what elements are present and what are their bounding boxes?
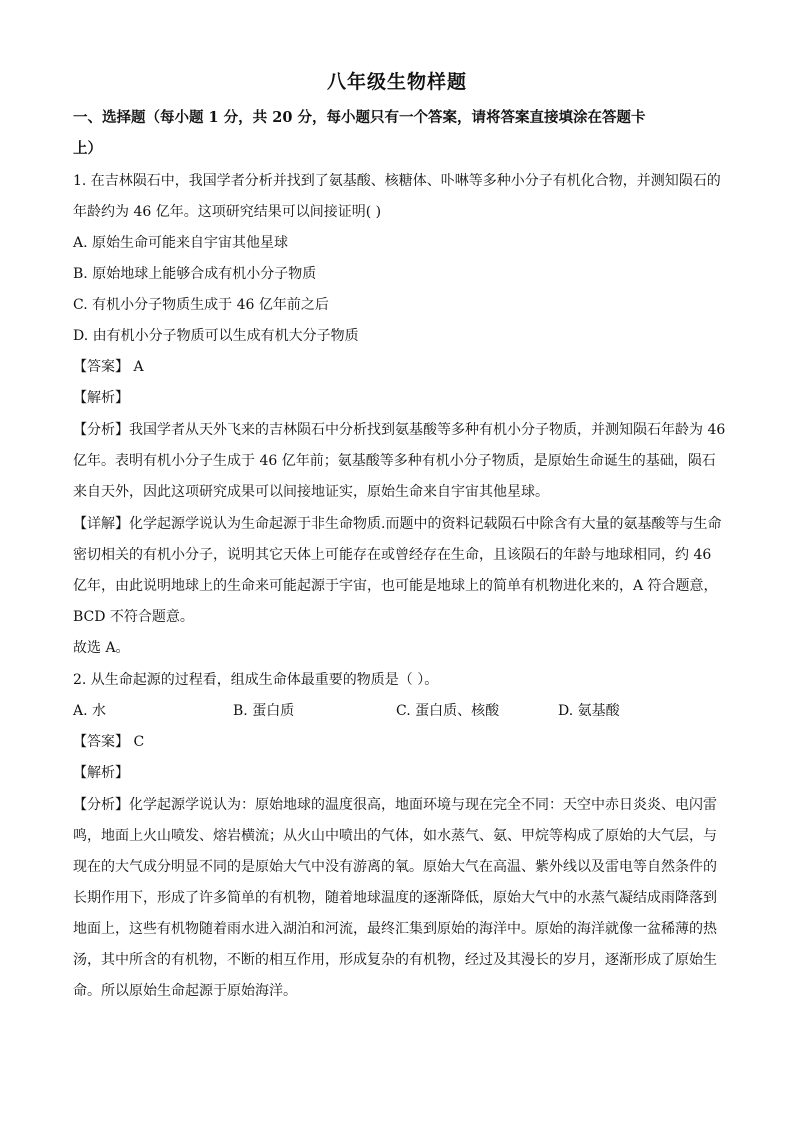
q2-fenxi-line: 汤，其中所含的有机物，不断的相互作用，形成复杂的有机物，经过及其漫长的岁月，逐渐形成了原始生 — [73, 952, 717, 968]
q2-option-a: A. 水 — [73, 703, 107, 719]
q2-fenxi-line — [73, 794, 723, 816]
q1-option-c: C. 有机小分子物质生成于 46 亿年前之后 — [73, 297, 329, 313]
answer-value: A — [129, 359, 144, 375]
page-title: 八年级生物样题 — [326, 71, 467, 93]
section-heading: 一、选择题（每小题 1 分，共 20 分，每小题只有一个答案，请将答案直接填涂在答题卡 — [73, 109, 646, 126]
q2-option-b: B. 蛋白质 — [233, 703, 295, 719]
q1-answer — [73, 356, 723, 378]
q1-jiexi — [73, 387, 723, 409]
q2-jiexi — [73, 762, 723, 784]
answer-tag: 【 答案 】 — [73, 359, 129, 375]
xiangjie-tag: 【 详解 】 — [73, 516, 129, 532]
q1-xiangjie-line: BCD 不符合题意。 — [73, 609, 194, 625]
xiangjie-text: 化学起源学说认为生命起源于非生命物质.而题中的资料记载陨石中除含有大量的氨基酸等与生命 — [129, 516, 722, 532]
fenxi-text: 化学起源学说认为：原始地球的温度很高，地面环境与现在完全不同：天空中赤日炎炎、电闪雷 — [129, 797, 717, 813]
q2-answer — [73, 731, 723, 753]
q2-fenxi-line: 现在的大气成分明显不同的是原始大气中没有游离的氧。原始大气在高温、紫外线以及雷电等自然条件的 — [73, 859, 717, 875]
q1-option-d: D. 由有机小分子物质可以生成有机大分子物质 — [73, 328, 359, 344]
answer-tag: 【 答案 】 — [73, 734, 129, 750]
fenxi-tag: 【 分析 】 — [73, 797, 129, 813]
q1-stem-cont: 年龄约为 46 亿年。这项研究结果可以间接证明( ) — [73, 204, 382, 220]
q2-fenxi-line: 地面上，这些有机物随着雨水进入湖泊和河流，最终汇集到原始的海洋中。原始的海洋就像一盆稀薄的热 — [73, 921, 717, 937]
jiexi-tag: 【 解析 】 — [73, 390, 129, 406]
q1-fenxi-line: 来自天外，因此这项研究成果可以间接地证实，原始生命来自宇宙其他星球。 — [73, 484, 549, 500]
answer-value: C — [129, 734, 145, 750]
section-heading-cont: 上） — [73, 140, 102, 157]
q2-fenxi-line: 长期作用下，形成了许多简单的有机物，随着地球温度的逐渐降低，原始大气中的水蒸气凝结成雨降落到 — [73, 890, 717, 906]
q1-stem: 1. 在吉林陨石中，我国学者分析并找到了氨基酸、核糖体、卟啉等多种小分子有机化合物，并测知陨石的 — [73, 173, 721, 189]
q1-xiangjie-line — [73, 513, 723, 535]
q2-fenxi-line: 鸣，地面上火山喷发、熔岩横流；从火山中喷出的气体，如水蒸气、氨、甲烷等构成了原始的大气层，与 — [73, 828, 717, 844]
q2-option-c: C. 蛋白质、核酸 — [396, 703, 500, 719]
fenxi-text: 我国学者从天外飞来的吉林陨石中分析找到氨基酸等多种有机小分子物质，并测知陨石年龄为 46 — [129, 422, 726, 438]
q1-option-b: B. 原始地球上能够合成有机小分子物质 — [73, 266, 317, 282]
q1-conclusion: 故选 A。 — [73, 640, 130, 656]
q1-fenxi-line — [73, 419, 726, 441]
q2-stem: 2. 从生命起源的过程看，组成生命体最重要的物质是（ ）。 — [73, 672, 439, 688]
fenxi-tag: 【 分析 】 — [73, 422, 129, 438]
q1-xiangjie-line: 亿年，由此说明地球上的生命来可能起源于宇宙，也可能是地球上的简单有机物进化来的，A 符合题意， — [73, 578, 718, 594]
q1-option-a: A. 原始生命可能来自宇宙其他星球 — [73, 235, 289, 251]
q1-fenxi-line: 亿年。表明有机小分子生成于 46 亿年前；氨基酸等多种有机小分子物质，是原始生命诞生的基础，陨石 — [73, 453, 716, 469]
jiexi-tag: 【 解析 】 — [73, 765, 129, 781]
q2-fenxi-line: 命。所以原始生命起源于原始海洋。 — [73, 983, 297, 999]
q2-option-d: D. 氨基酸 — [558, 703, 620, 719]
q1-xiangjie-line: 密切相关的有机小分子，说明其它天体上可能存在或曾经存在生命，且该陨石的年龄与地球相同，约 46 — [73, 547, 712, 563]
